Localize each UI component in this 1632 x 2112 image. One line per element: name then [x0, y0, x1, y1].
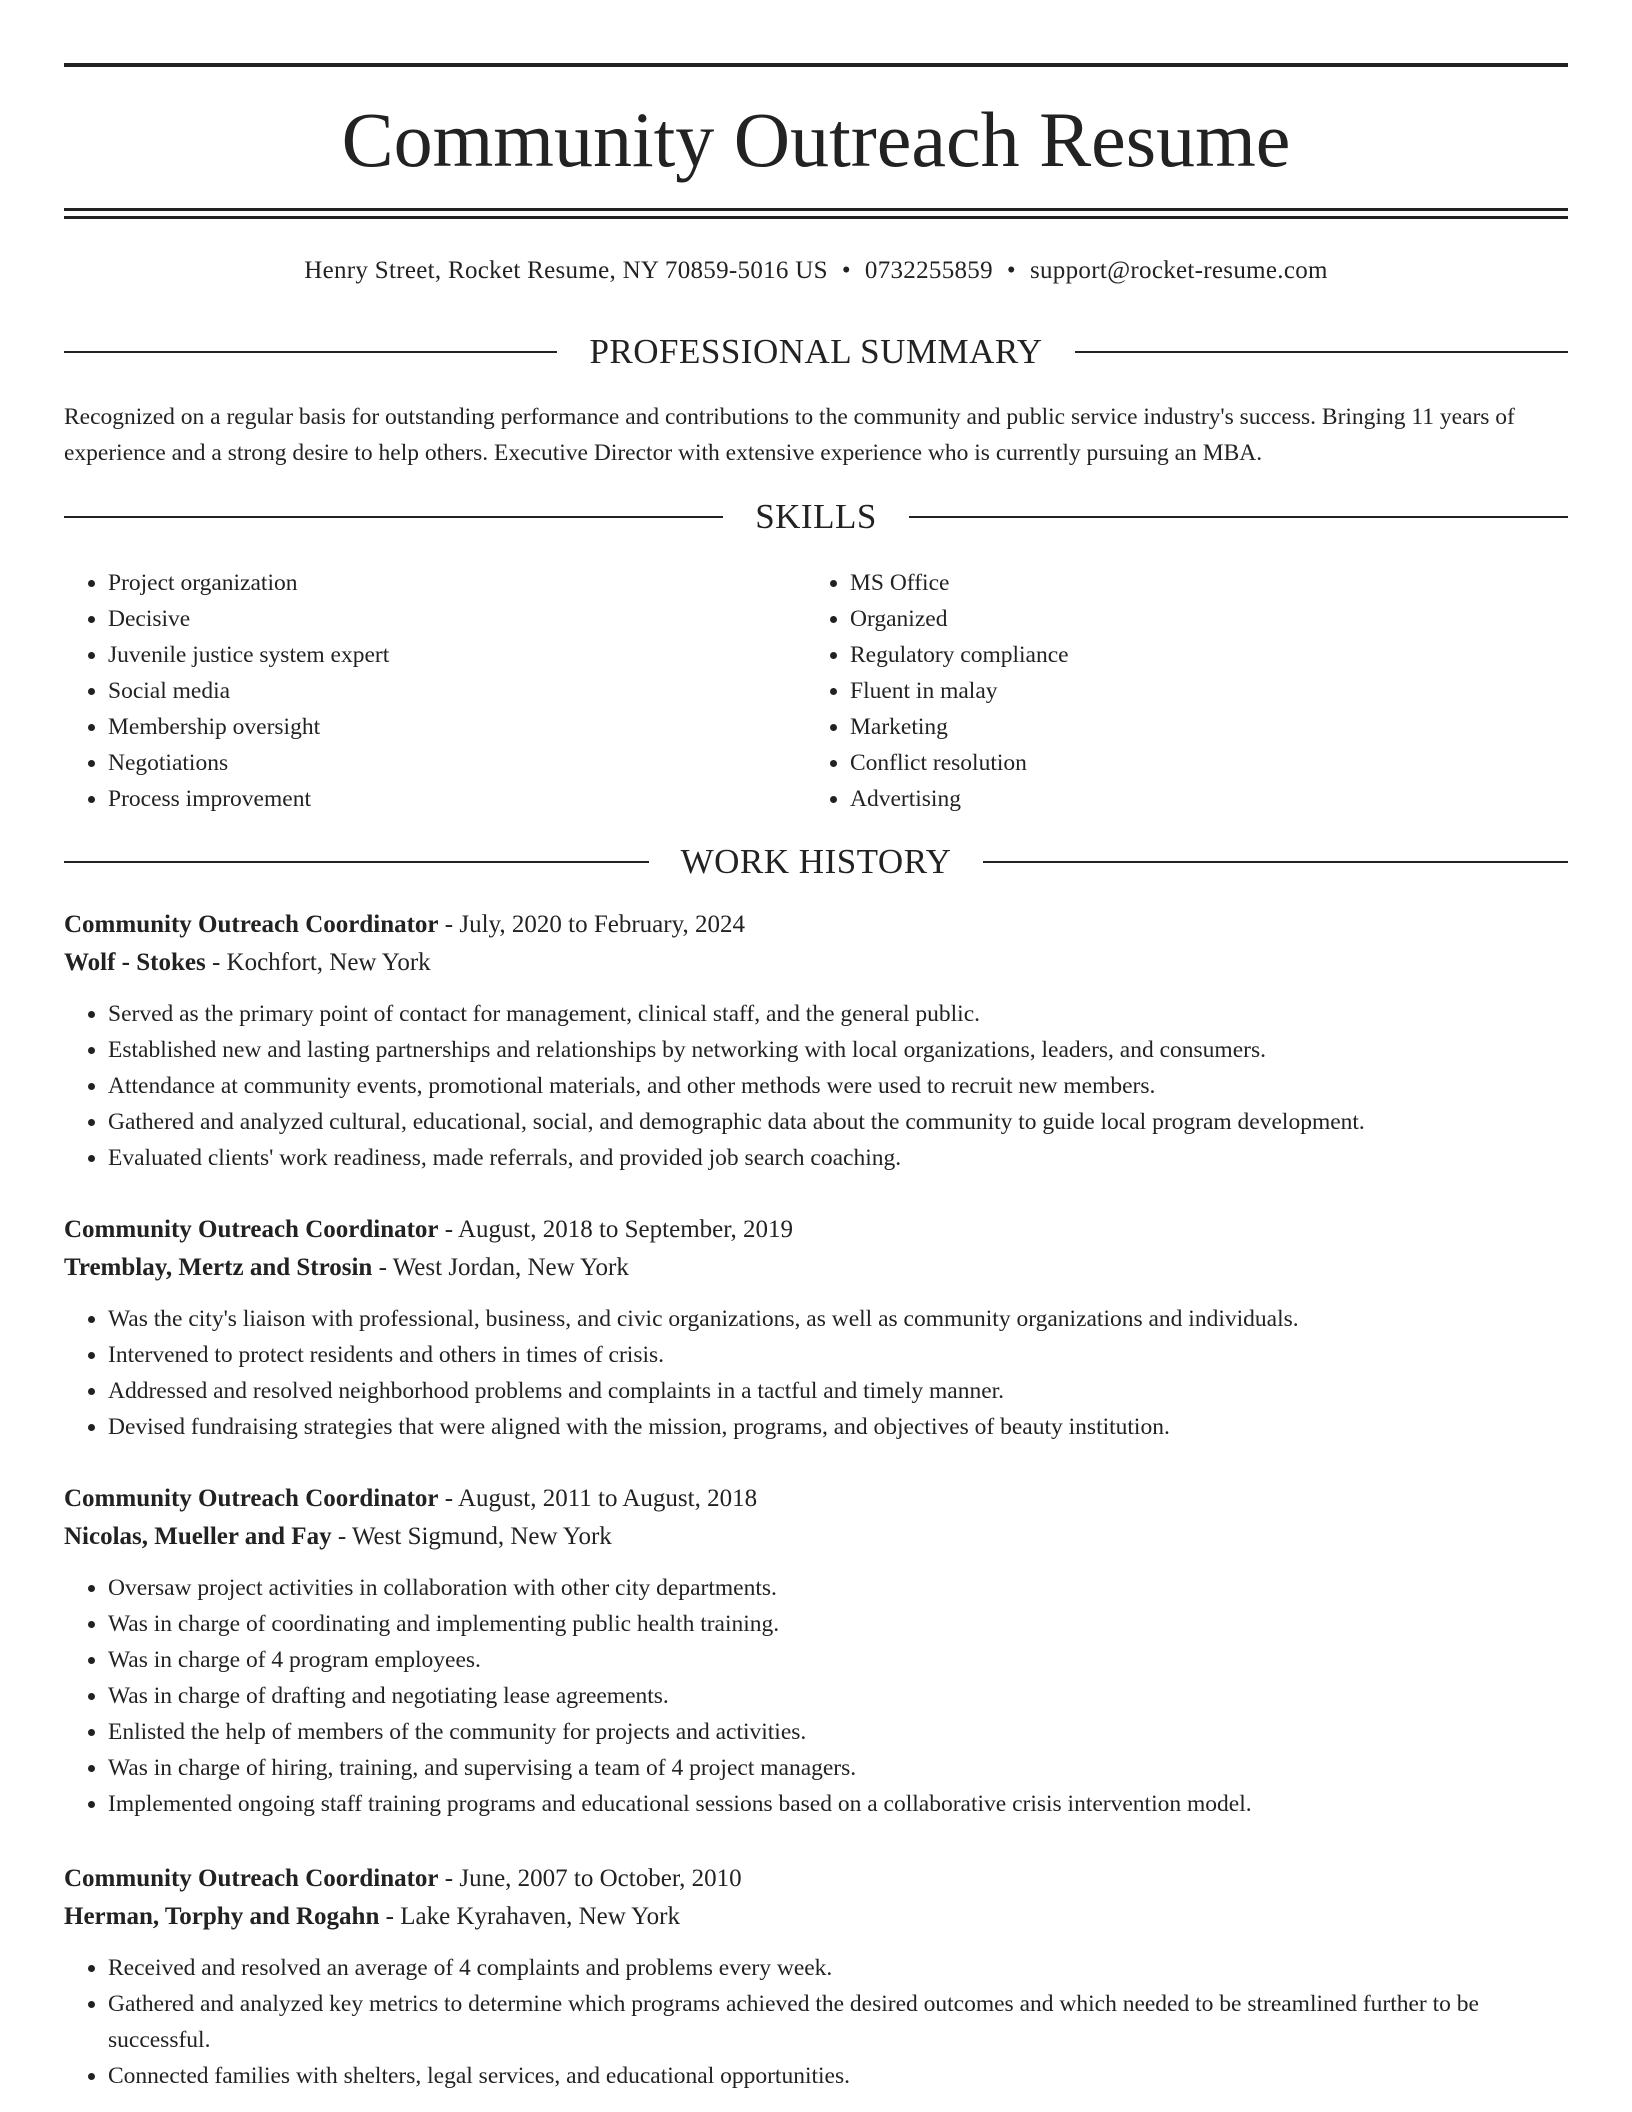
job-role-line	[64, 1860, 1568, 1898]
job-org-line	[64, 944, 1568, 982]
professional-summary: Recognized on a regular basis for outstanding performance and contributions to the community and public service industry's success. Bringing 11 years of experience and a strong desire to help others. Executive Director with extensive experience who is currently pursuing an MBA.	[64, 404, 1515, 466]
job-bullet: • Enlisted the help of members of the community for projects and activities.	[108, 1714, 1568, 1750]
skill-item: • Process improvement	[108, 781, 806, 817]
contact-address: Henry Street, Rocket Resume, NY 70859-5016 US	[304, 257, 828, 284]
job-bullet: • Devised fundraising strategies that were aligned with the mission, programs, and objectives of beauty institution.	[108, 1409, 1568, 1445]
skill-item: • Organized	[850, 601, 1568, 637]
job-location: - West Jordan, New York	[372, 1254, 629, 1281]
top-rule	[64, 63, 1568, 67]
job-entry	[64, 1480, 1568, 1822]
job-org-line	[64, 1249, 1568, 1287]
job-bullets	[64, 1570, 1568, 1822]
title-underline-1	[64, 208, 1568, 211]
job-bullet: • Established new and lasting partnerships and relationships by networking with local organizations, leaders, and consumers.	[108, 1032, 1568, 1068]
skills-column-left	[64, 565, 806, 817]
skills-heading-row	[64, 497, 1568, 537]
job-title: Community Outreach Coordinator	[64, 911, 439, 938]
section-heading-skills: SKILLS	[755, 497, 877, 536]
job-bullet: • Implemented ongoing staff training programs and educational sessions based on a collaborative crisis intervention model.	[108, 1786, 1568, 1822]
job-bullet: • Addressed and resolved neighborhood problems and complaints in a tactful and timely manner.	[108, 1373, 1568, 1409]
job-location: - West Sigmund, New York	[331, 1523, 612, 1550]
job-bullet: • Gathered and analyzed cultural, educational, social, and demographic data about the community to guide local program development.	[108, 1104, 1568, 1140]
job-bullet: • Gathered and analyzed key metrics to determine which programs achieved the desired outcomes and which needed to be streamlined further to be successful.	[108, 1986, 1568, 2058]
job-bullet: • Evaluated clients' work readiness, made referrals, and provided job search coaching.	[108, 1140, 1568, 1176]
skill-item: • Social media	[108, 673, 806, 709]
job-bullets	[64, 996, 1568, 1176]
title-underline-2	[64, 216, 1568, 219]
job-company: Herman, Torphy and Rogahn	[64, 1903, 380, 1930]
divider	[64, 351, 557, 353]
job-role-line	[64, 1480, 1568, 1518]
job-org-line	[64, 1518, 1568, 1556]
skill-item: • Conflict resolution	[850, 745, 1568, 781]
job-role-line	[64, 906, 1568, 944]
divider	[983, 861, 1568, 863]
job-location: - Lake Kyrahaven, New York	[379, 1903, 680, 1930]
divider	[64, 516, 723, 518]
work-heading-row	[64, 842, 1568, 882]
job-title: Community Outreach Coordinator	[64, 1485, 439, 1512]
job-bullets	[64, 1950, 1568, 2094]
skills-list	[64, 565, 1568, 817]
job-dates: - June, 2007 to October, 2010	[438, 1865, 742, 1892]
job-dates: - August, 2011 to August, 2018	[438, 1485, 758, 1512]
skill-item: • Marketing	[850, 709, 1568, 745]
contact-separator: •	[841, 257, 851, 284]
job-bullet: • Connected families with shelters, legal services, and educational opportunities.	[108, 2058, 1568, 2094]
divider	[909, 516, 1568, 518]
job-org-line	[64, 1898, 1568, 1936]
job-title: Community Outreach Coordinator	[64, 1216, 439, 1243]
contact-separator: •	[1006, 257, 1016, 284]
contact-line	[64, 254, 1568, 288]
skill-item: • Regulatory compliance	[850, 637, 1568, 673]
job-company: Nicolas, Mueller and Fay	[64, 1523, 332, 1550]
contact-email: support@rocket-resume.com	[1029, 257, 1328, 284]
skill-item: • Project organization	[108, 565, 806, 601]
job-entry	[64, 1860, 1568, 2094]
job-bullet: • Was in charge of drafting and negotiating lease agreements.	[108, 1678, 1568, 1714]
job-company: Wolf - Stokes	[64, 949, 206, 976]
skill-item: • Decisive	[108, 601, 806, 637]
job-bullet: • Was in charge of 4 program employees.	[108, 1642, 1568, 1678]
skill-item: • Juvenile justice system expert	[108, 637, 806, 673]
job-bullet: • Served as the primary point of contact for management, clinical staff, and the general public.	[108, 996, 1568, 1032]
skill-item: • Fluent in malay	[850, 673, 1568, 709]
job-dates: - July, 2020 to February, 2024	[438, 911, 745, 938]
job-bullet: • Was in charge of coordinating and implementing public health training.	[108, 1606, 1568, 1642]
resume-title: Community Outreach Resume	[341, 96, 1291, 183]
section-heading-work-history: WORK HISTORY	[680, 842, 952, 881]
job-bullets	[64, 1301, 1568, 1445]
job-location: - Kochfort, New York	[205, 949, 431, 976]
section-heading-summary: PROFESSIONAL SUMMARY	[589, 332, 1043, 371]
skill-item: • Advertising	[850, 781, 1568, 817]
job-role-line	[64, 1211, 1568, 1249]
job-entry	[64, 1211, 1568, 1445]
job-bullet: • Was in charge of hiring, training, and supervising a team of 4 project managers.	[108, 1750, 1568, 1786]
contact-phone: 0732255859	[864, 257, 993, 284]
job-title: Community Outreach Coordinator	[64, 1865, 439, 1892]
job-entry	[64, 906, 1568, 1176]
job-bullet: • Intervened to protect residents and others in times of crisis.	[108, 1337, 1568, 1373]
summary-heading-row	[64, 332, 1568, 372]
skills-column-right	[806, 565, 1568, 817]
skill-item: • Negotiations	[108, 745, 806, 781]
skill-item: • Membership oversight	[108, 709, 806, 745]
divider	[64, 861, 649, 863]
divider	[1075, 351, 1568, 353]
job-company: Tremblay, Mertz and Strosin	[64, 1254, 373, 1281]
job-bullet: • Was the city's liaison with professional, business, and civic organizations, as well as community organizations and individuals.	[108, 1301, 1568, 1337]
skill-item: • MS Office	[850, 565, 1568, 601]
job-dates: - August, 2018 to September, 2019	[438, 1216, 794, 1243]
job-bullet: • Received and resolved an average of 4 complaints and problems every week.	[108, 1950, 1568, 1986]
job-bullet: • Oversaw project activities in collaboration with other city departments.	[108, 1570, 1568, 1606]
job-bullet: • Attendance at community events, promotional materials, and other methods were used to recruit new members.	[108, 1068, 1568, 1104]
